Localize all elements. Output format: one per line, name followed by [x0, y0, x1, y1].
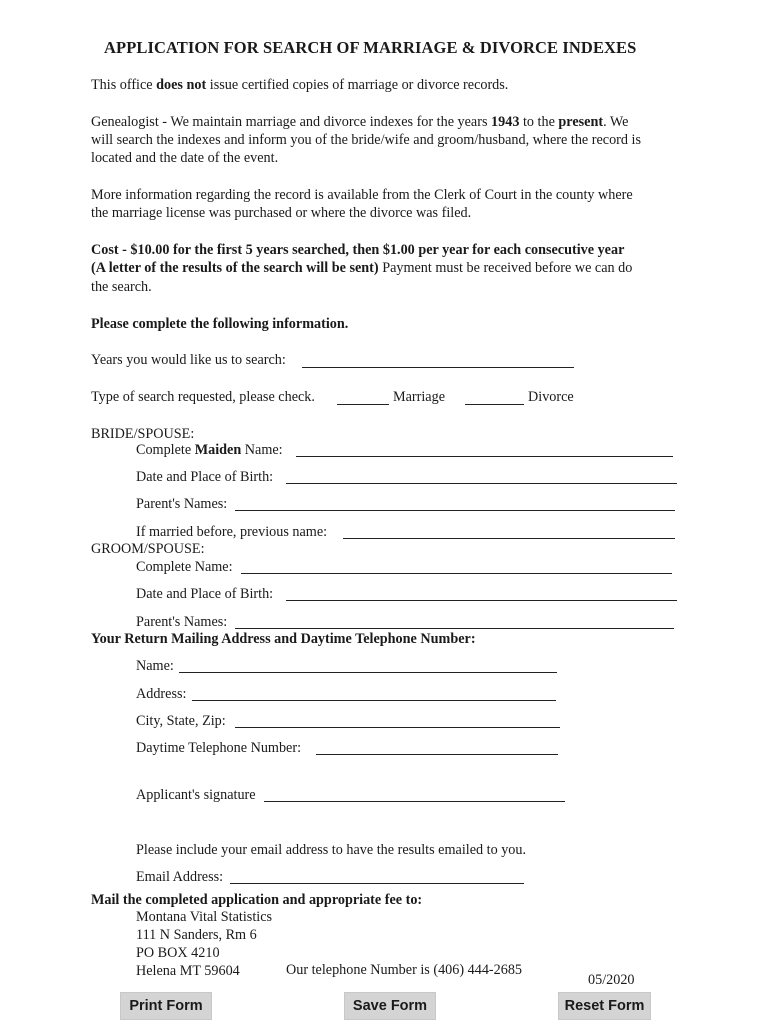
- intro-paragraph-2-line-3: located and the date of the event.: [91, 150, 279, 166]
- save-form-button[interactable]: Save Form: [344, 992, 436, 1020]
- address-field[interactable]: [192, 700, 556, 701]
- intro-p1-post: issue certified copies of marriage or divorce records.: [206, 77, 509, 93]
- bride-maiden-name-field[interactable]: [296, 456, 673, 457]
- intro-paragraph-2-line-2: will search the indexes and inform you of the bride/wife and groom/husband, where the record is: [91, 132, 641, 148]
- bride-birth-field[interactable]: [286, 483, 677, 484]
- groom-birth-label: Date and Place of Birth:: [136, 586, 274, 602]
- name-label: Name:: [136, 658, 174, 674]
- intro-paragraph-3-line-2: the marriage license was purchased or where the divorce was filed.: [91, 205, 472, 221]
- groom-parents-field[interactable]: [235, 628, 674, 629]
- bride-heading: BRIDE/SPOUSE:: [91, 426, 195, 442]
- form-revision-date: 05/2020: [588, 972, 635, 988]
- bride-parents-label: Parent's Names:: [136, 496, 228, 512]
- reset-form-button[interactable]: Reset Form: [558, 992, 651, 1020]
- email-field[interactable]: [230, 883, 524, 884]
- groom-heading: GROOM/SPOUSE:: [91, 541, 205, 557]
- payment-note: Payment must be received before we can do: [378, 260, 633, 276]
- city-state-zip-field[interactable]: [235, 727, 560, 728]
- search-type-label: Type of search requested, please check.: [91, 389, 315, 405]
- years-label: Years you would like us to search:: [91, 352, 286, 368]
- groom-name-field[interactable]: [241, 573, 672, 574]
- email-label: Email Address:: [136, 869, 224, 885]
- genealogist-text: Genealogist - We maintain marriage and divorce indexes for the years: [91, 114, 492, 130]
- daytime-phone-field[interactable]: [316, 754, 558, 755]
- bride-maiden-name-label: [136, 441, 283, 460]
- address-label: Address:: [136, 686, 187, 702]
- bride-previous-name-label: If married before, previous name:: [136, 524, 328, 540]
- print-form-button[interactable]: Print Form: [120, 992, 212, 1020]
- mail-address-line-2: 111 N Sanders, Rm 6: [136, 927, 257, 943]
- cost-line-2: [91, 259, 632, 278]
- marriage-check-field[interactable]: [337, 404, 389, 405]
- groom-parents-label: Parent's Names:: [136, 614, 228, 630]
- marriage-option-label: Marriage: [393, 389, 445, 405]
- complete-text: Complete: [136, 442, 195, 458]
- maiden-text: Maiden: [194, 442, 242, 458]
- cost-line-1: Cost - $10.00 for the first 5 years searched, then $1.00 per year for each consecutive year: [91, 242, 625, 258]
- mail-address-line-3: PO BOX 4210: [136, 945, 220, 961]
- intro-paragraph-3-line-1: More information regarding the record is available from the Clerk of Court in the county where: [91, 187, 633, 203]
- to-the-text: to the: [519, 114, 559, 130]
- cost-letter-note: (A letter of the results of the search will be sent): [91, 260, 379, 276]
- signature-label: Applicant's signature: [136, 787, 256, 803]
- mail-address-line-4: Helena MT 59604: [136, 963, 240, 979]
- form-instructions: Please complete the following information.: [91, 316, 349, 332]
- name-text: Name:: [241, 442, 283, 458]
- city-state-zip-label: City, State, Zip:: [136, 713, 226, 729]
- bride-parents-field[interactable]: [235, 510, 675, 511]
- page-title: APPLICATION FOR SEARCH OF MARRIAGE & DIVORCE INDEXES: [104, 38, 637, 57]
- intro-p1-pre: This office: [91, 77, 157, 93]
- bride-previous-name-field[interactable]: [343, 538, 675, 539]
- bride-birth-label: Date and Place of Birth:: [136, 469, 274, 485]
- office-telephone: Our telephone Number is (406) 444-2685: [286, 962, 523, 978]
- intro-paragraph-1: [91, 76, 508, 95]
- email-note: Please include your email address to have the results emailed to you.: [136, 842, 527, 858]
- return-address-heading: Your Return Mailing Address and Daytime Telephone Number:: [91, 631, 476, 647]
- signature-field[interactable]: [264, 801, 565, 802]
- cost-line-3: the search.: [91, 279, 152, 295]
- start-year: 1943: [491, 114, 520, 130]
- divorce-option-label: Divorce: [528, 389, 574, 405]
- groom-birth-field[interactable]: [286, 600, 677, 601]
- daytime-phone-label: Daytime Telephone Number:: [136, 740, 302, 756]
- groom-name-label: Complete Name:: [136, 559, 233, 575]
- mail-heading: Mail the completed application and appropriate fee to:: [91, 892, 423, 908]
- present-text: present: [558, 114, 604, 130]
- mail-address-line-1: Montana Vital Statistics: [136, 909, 273, 925]
- years-field[interactable]: [302, 367, 574, 368]
- name-field[interactable]: [179, 672, 557, 673]
- intro-p1-bold: does not: [156, 77, 207, 93]
- intro-paragraph-2-line-1: [91, 113, 628, 132]
- divorce-check-field[interactable]: [465, 404, 524, 405]
- we-text: . We: [603, 114, 629, 130]
